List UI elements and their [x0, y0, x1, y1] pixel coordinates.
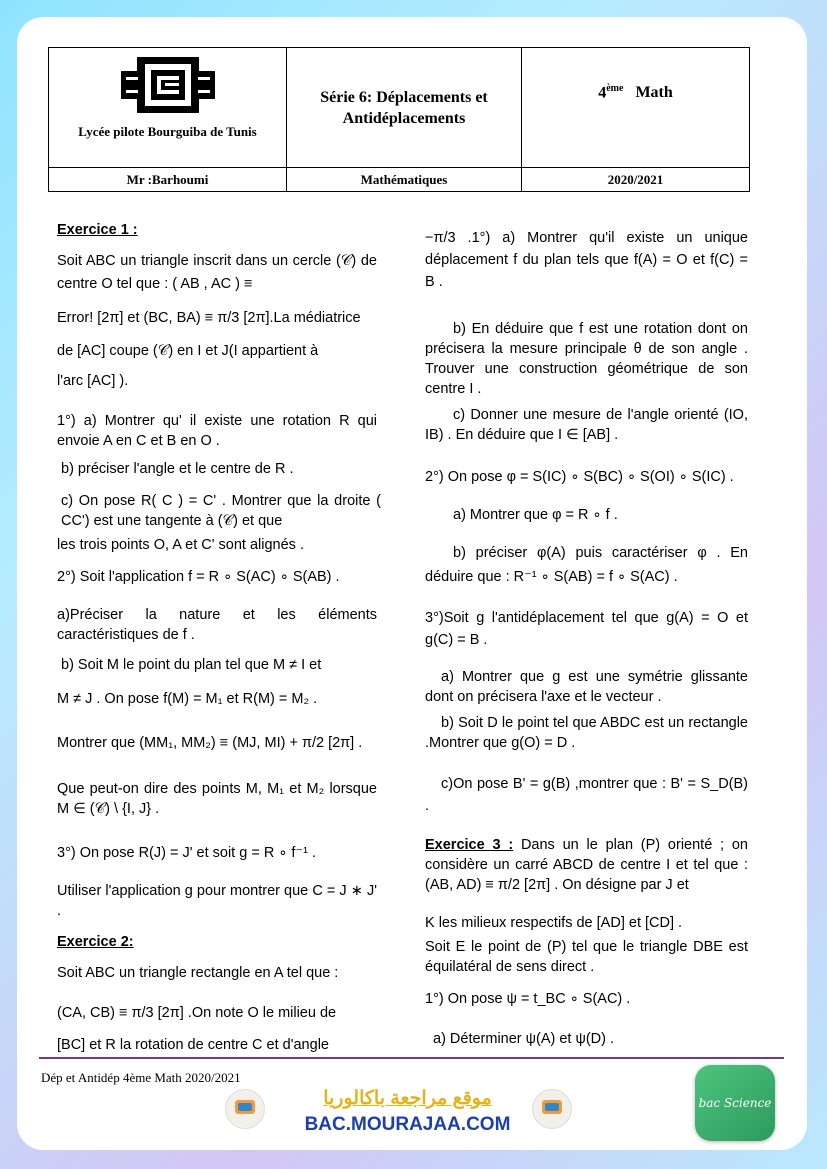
ex1-q1c: c) On pose R( C ) = C' . Montrer que la droite ( CC') est une tangente à (𝒞) et que	[61, 493, 381, 529]
ex3-statement: Dans un le plan (P) orienté ; on considère un carré ABCD de centre I et tel que : (AB, AD) ≡ π/2 [2π] . On désigne par J et	[425, 837, 749, 893]
ex1-mediatrice-line: de [AC] coupe (𝒞) en I et J(I appartient à	[57, 343, 319, 359]
series-cell	[287, 48, 522, 168]
year-cell: 2020/2021	[522, 168, 750, 192]
ex3-q1a: a) Déterminer ψ(A) et ψ(D) .	[433, 1031, 615, 1047]
site-banner[interactable]	[285, 1086, 530, 1150]
ex2-statement: Soit ABC un triangle rectangle en A tel que :	[57, 965, 339, 981]
ex1-q2b-show: Montrer que (MM₁, MM₂) ≡ (MJ, MI) + π/2 [2π] .	[57, 735, 363, 751]
site-url[interactable]: BAC.MOURAJAA.COM	[304, 1114, 511, 1135]
ex3-block	[425, 835, 748, 895]
ex2-q3b: b) Soit D le point tel que ABDC est un rectangle .Montrer que g(O) = D .	[425, 715, 748, 751]
bac-science-logo	[695, 1065, 775, 1141]
ex3-q1: 1°) On pose ψ = t_BC ∘ S(AC) .	[425, 991, 631, 1007]
ex2-q2b: b) préciser φ(A) puis caractériser φ . En déduire que : R⁻¹ ∘ S(AB) = f ∘ S(AC) .	[425, 545, 748, 585]
ex3-midpoints: K les milieux respectifs de [AD] et [CD] .	[425, 915, 683, 931]
level-name: Math	[635, 84, 673, 102]
ex1-q3: 3°) On pose R(J) = J' et soit g = R ∘ f⁻¹ .	[57, 845, 316, 861]
ex2-angle-line: (CA, CB) ≡ π/3 [2π] .On note O le milieu de	[57, 1005, 337, 1021]
ex1-angle-line: Error! [2π] et (BC, BA) ≡ π/3 [2π].La médiatrice	[57, 310, 361, 326]
ex2-q2: 2°) On pose φ = S(IC) ∘ S(BC) ∘ S(OI) ∘ S(IC) .	[425, 469, 734, 485]
ex1-arc-line: l'arc [AC] ).	[57, 373, 129, 389]
school-cell	[49, 48, 287, 168]
exercise-2-title: Exercice 2:	[57, 934, 134, 950]
ex1-q1b: b) préciser l'angle et le centre de R .	[61, 461, 294, 477]
teacher-cell: Mr :Barhoumi	[49, 168, 287, 192]
exercise-3-title: Exercice 3 :	[425, 837, 514, 853]
ex2-q1c: c) Donner une mesure de l'angle orienté (IO, IB) . En déduire que I ∈ [AB] .	[425, 407, 748, 443]
subject-cell: Mathématiques	[287, 168, 522, 192]
school-name: Lycée pilote Bourguiba de Tunis	[78, 124, 257, 139]
ex1-q2b-pose: M ≠ J . On pose f(M) = M₁ et R(M) = M₂ .	[57, 691, 318, 707]
ex1-q1a: 1°) a) Montrer qu' il existe une rotation R qui envoie A en C et B en O .	[57, 413, 377, 449]
ex1-q3-use: Utiliser l'application g pour montrer que C = J ∗ J' .	[57, 883, 377, 919]
ex2-q2a: a) Montrer que φ = R ∘ f .	[453, 507, 618, 523]
bac-science-text: bac Science	[698, 1096, 772, 1110]
footer-left-text: Dép et Antidép 4ème Math 2020/2021	[41, 1070, 241, 1085]
ex1-statement: Soit ABC un triangle inscrit dans un cercle (𝒞) de centre O tel que : ( AB , AC ) ≡	[57, 253, 377, 292]
footer-separator	[39, 1057, 784, 1059]
header-table	[48, 47, 750, 192]
site-arabic: موقع مراجعة باكالوريا	[323, 1088, 492, 1109]
ex3-point-e: Soit E le point de (P) tel que le triangle DBE est équilatéral de sens direct .	[425, 939, 748, 975]
ex1-q2a: a)Préciser la nature et les éléments caractéristiques de f .	[57, 607, 377, 643]
ex1-q1c-end: les trois points O, A et C' sont alignés .	[57, 537, 304, 553]
level-sup: ème	[606, 83, 624, 94]
ex1-q2b: b) Soit M le point du plan tel que M ≠ I et	[61, 657, 322, 673]
level-number: 4	[598, 84, 607, 102]
school-logo	[121, 55, 215, 115]
ex2-q3: 3°)Soit g l'antidéplacement tel que g(A) = O et g(C) = B .	[425, 610, 748, 648]
ex2-q1b: b) En déduire que f est une rotation dont on précisera la mesure principale θ de son angle . Trouver une construction géométrique de son centre I .	[425, 321, 748, 397]
ex2-q1a: −π/3 .1°) a) Montrer qu'il existe un unique déplacement f du plan tels que f(A) = O et f(C) = B .	[425, 230, 748, 290]
ex2-q3a: a) Montrer que g est une symétrie glissante dont on précisera l'axe et le vecteur .	[425, 669, 748, 705]
ex1-q2b-points: Que peut-on dire des points M, M₁ et M₂ lorsque M ∈ (𝒞) \ {I, J} .	[57, 781, 377, 817]
ex2-rotation-line: [BC] et R la rotation de centre C et d'angle	[57, 1037, 329, 1053]
right-badge-icon	[532, 1089, 572, 1129]
left-badge-icon	[225, 1089, 265, 1129]
series-title: Série 6: Déplacements et Antidéplacements	[320, 88, 488, 127]
ex2-q3c: c)On pose B' = g(B) ,montrer que : B' = S_D(B) .	[425, 776, 748, 814]
ex1-q2: 2°) Soit l'application f = R ∘ S(AC) ∘ S(AB) .	[57, 569, 340, 585]
level-cell	[522, 48, 750, 168]
exercise-1-title: Exercice 1 :	[57, 222, 138, 238]
document-page	[17, 17, 807, 1150]
